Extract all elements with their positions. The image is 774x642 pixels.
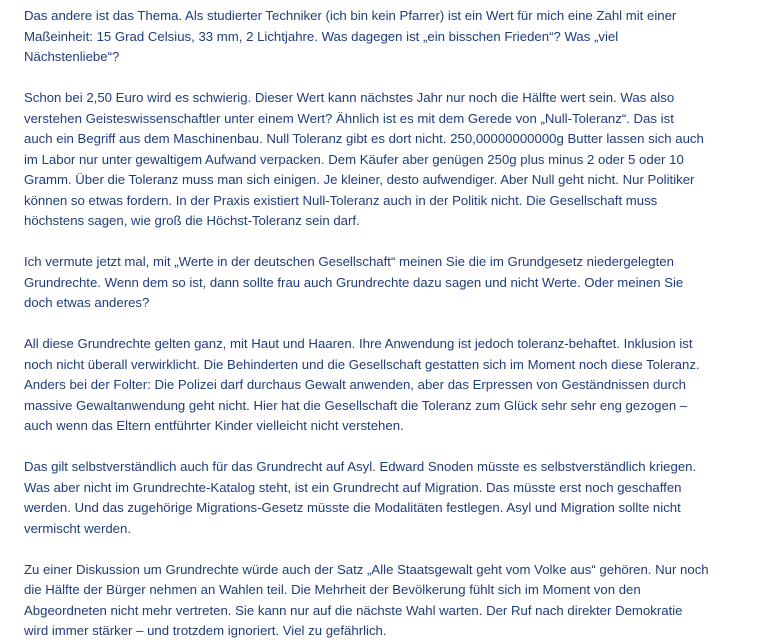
paragraph-6 [24,560,764,642]
text-line: noch nicht überall verwirklicht. Die Behinderten und die Gesellschaft gestatten sich im Moment noch diese Toleranz. [24,356,700,372]
text-line: wird immer stärker – und trotzdem ignoriert. Viel zu gefährlich. [24,623,387,638]
text-line: auch ein Begriff aus dem Maschinenbau. Null Toleranz gibt es dort nicht. 250,00000000000g Butter lassen sich auch [24,131,704,146]
text-line: im Labor nur unter gewaltigem Aufwand verpacken. Dem Käufer aber genügen 250g plus minus 2 oder 5 oder 10 [24,151,684,167]
text-line: können so etwas fordern. In der Praxis existiert Null-Toleranz auch in der Politik nicht. Die Gesellschaft muss [24,192,658,208]
text-line: werden. Und das zugehörige Migrations-Gesetz müsste die Modalitäten festlegen. Asyl und Migration sollte nicht [24,500,681,515]
paragraph-1 [24,6,764,68]
text-line: doch etwas anderes? [24,295,150,310]
text-line: höchstens sagen, wie groß die Höchst-Toleranz sein darf. [24,213,360,228]
text-line: Nächstenliebe“? [24,49,120,64]
text-line: auch wenn das Eltern entführter Kinder vielleicht nicht verstehen. [24,418,404,433]
text-line: Gramm. Über die Toleranz muss man sich einigen. Je kleiner, desto aufwendiger. Aber Null geht nicht. Nur Politiker [24,172,695,187]
paragraph-4 [24,334,764,437]
text-line: Das andere ist das Thema. Als studierter Techniker (ich bin kein Pfarrer) ist ein Wert für mich eine Zahl mit einer [24,8,677,23]
text-line: Was aber nicht im Grundrechte-Katalog steht, ist ein Grundrecht auf Migration. Das müsste erst noch geschaffen [24,479,682,495]
text-line: massive Gewaltanwendung geht nicht. Hier hat die Gesellschaft die Toleranz zum Glück sehr sehr eng gezogen – [24,397,688,413]
text-line: Anders bei der Folter: Die Polizei darf durchaus Gewalt anwenden, aber das Erpressen von Geständnissen durch [24,377,686,392]
text-line: Grundrechte. Wenn dem so ist, dann sollte frau auch Grundrechte dazu sagen und nicht Werte. Oder meinen Sie [24,274,684,290]
paragraph-3 [24,252,764,314]
paragraph-5 [24,457,764,539]
text-line: Zu einer Diskussion um Grundrechte würde auch der Satz „Alle Staatsgewalt geht vom Volke aus“ gehören. Nur noch [24,561,709,577]
text-line: vermischt werden. [24,520,132,536]
text-line: Abgeordneten nicht mehr vertreten. Sie kann nur auf die nächste Wahl warten. Der Ruf nach direkter Demokratie [24,602,683,618]
paragraph-2 [24,88,764,232]
text-line: die Hälfte der Bürger nehmen an Wahlen teil. Die Mehrheit der Bevölkerung fühlt sich im Moment von den [24,582,641,597]
text-line: Ich vermute jetzt mal, mit „Werte in der deutschen Gesellschaft“ meinen Sie die im Grundgesetz niedergelegten [24,254,674,269]
text-line: Schon bei 2,50 Euro wird es schwierig. Dieser Wert kann nächstes Jahr nur noch die Hälfte wert sein. Was also [24,90,675,105]
text-line: verstehen Geisteswissenschaftler unter einem Wert? Ähnlich ist es mit dem Gerede von „Null-Toleranz“. Das ist [24,110,674,126]
text-line: Das gilt selbstverständlich auch für das Grundrecht auf Asyl. Edward Snoden müsste es selbstverständlich kriegen. [24,459,697,474]
text-line: All diese Grundrechte gelten ganz, mit Haut und Haaren. Ihre Anwendung ist jedoch toleranz-behaftet. Inklusion ist [24,336,693,351]
text-line: Maßeinheit: 15 Grad Celsius, 33 mm, 2 Lichtjahre. Was dagegen ist „ein bisschen Frieden“? Was „viel [24,28,619,44]
